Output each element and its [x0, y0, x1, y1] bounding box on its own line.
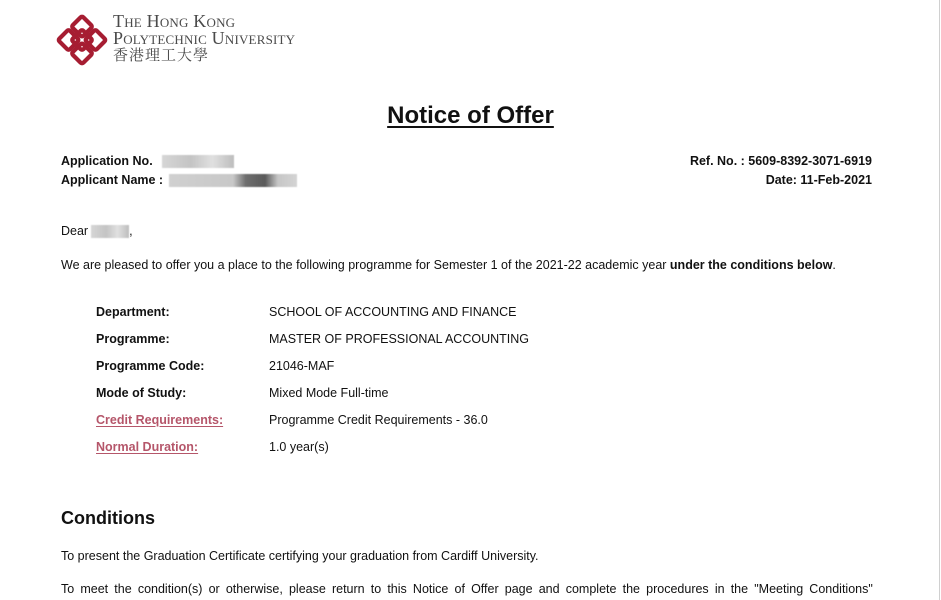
intro-paragraph: We are pleased to offer you a place to the following programme for Semester 1 of the 2021-22 academic year under the conditions below. — [61, 258, 836, 272]
condition-2-word: Conditions" — [809, 582, 873, 596]
salutation: Dear , — [61, 224, 133, 238]
condition-2-word: this — [387, 582, 407, 596]
detail-label[interactable]: Normal Duration: — [96, 440, 199, 454]
applicant-info — [61, 152, 297, 190]
detail-label: Programme Code: — [96, 359, 205, 373]
detail-label[interactable]: Credit Requirements: — [96, 413, 224, 427]
detail-value: 21046-MAF — [269, 359, 335, 373]
reference-info — [690, 152, 872, 190]
condition-2-word: condition(s) — [137, 582, 203, 596]
detail-label: Mode of Study: — [96, 386, 187, 400]
detail-value: SCHOOL OF ACCOUNTING AND FINANCE — [269, 305, 517, 319]
condition-2-word: return — [331, 582, 365, 596]
redacted-name — [91, 225, 129, 238]
detail-value: 1.0 year(s) — [269, 440, 329, 454]
condition-2-word: the — [730, 582, 749, 596]
detail-value: Mixed Mode Full-time — [269, 386, 389, 400]
condition-2-word: to — [370, 582, 382, 596]
condition-2-word: complete — [565, 582, 617, 596]
detail-row — [96, 386, 529, 413]
condition-2-word: and — [538, 582, 560, 596]
university-name — [113, 13, 295, 65]
detail-row — [96, 440, 529, 467]
date: Date: 11-Feb-2021 — [765, 173, 872, 187]
condition-2-word: Offer — [471, 582, 499, 596]
detail-row — [96, 359, 529, 386]
detail-row — [96, 413, 529, 440]
polyu-logo — [54, 12, 110, 68]
conditions-heading: Conditions — [61, 508, 155, 528]
application-no-label: Application No. — [61, 154, 153, 168]
condition-2-word: the — [114, 582, 132, 596]
redacted-application-no — [162, 155, 234, 168]
applicant-name-label: Applicant Name : — [61, 173, 164, 187]
condition-2-word: "Meeting — [754, 582, 804, 596]
condition-2-word: procedures — [646, 582, 709, 596]
condition-2-word: otherwise, — [225, 582, 283, 596]
programme-details — [96, 305, 529, 467]
condition-2-word: in — [714, 582, 725, 596]
university-name-line2: Polytechnic University — [113, 28, 296, 48]
university-name-line1: The Hong Kong — [113, 11, 236, 31]
condition-2-word: of — [454, 582, 465, 596]
detail-label: Programme: — [96, 332, 170, 346]
condition-2-word: or — [208, 582, 220, 596]
condition-2-word: the — [622, 582, 640, 596]
condition-2-word: meet — [80, 582, 109, 596]
condition-2-word: Notice — [412, 582, 449, 596]
detail-row — [96, 305, 529, 332]
condition-2-word: page — [504, 582, 533, 596]
detail-row — [96, 332, 529, 359]
detail-value: Programme Credit Requirements - 36.0 — [269, 413, 488, 427]
condition-2-word: To — [61, 582, 75, 596]
document-title: Notice of Offer — [387, 102, 554, 129]
condition-2-word: please — [288, 582, 326, 596]
detail-value: MASTER OF PROFESSIONAL ACCOUNTING — [269, 332, 529, 346]
condition-1: To present the Graduation Certificate certifying your graduation from Cardiff University. — [61, 549, 539, 563]
detail-label: Department: — [96, 305, 170, 319]
condition-2 — [61, 582, 873, 596]
university-name-chinese: 香港理工大學 — [113, 48, 210, 64]
redacted-applicant-name — [169, 174, 297, 187]
ref-no: Ref. No. : 5609-8392-3071-6919 — [689, 154, 872, 168]
